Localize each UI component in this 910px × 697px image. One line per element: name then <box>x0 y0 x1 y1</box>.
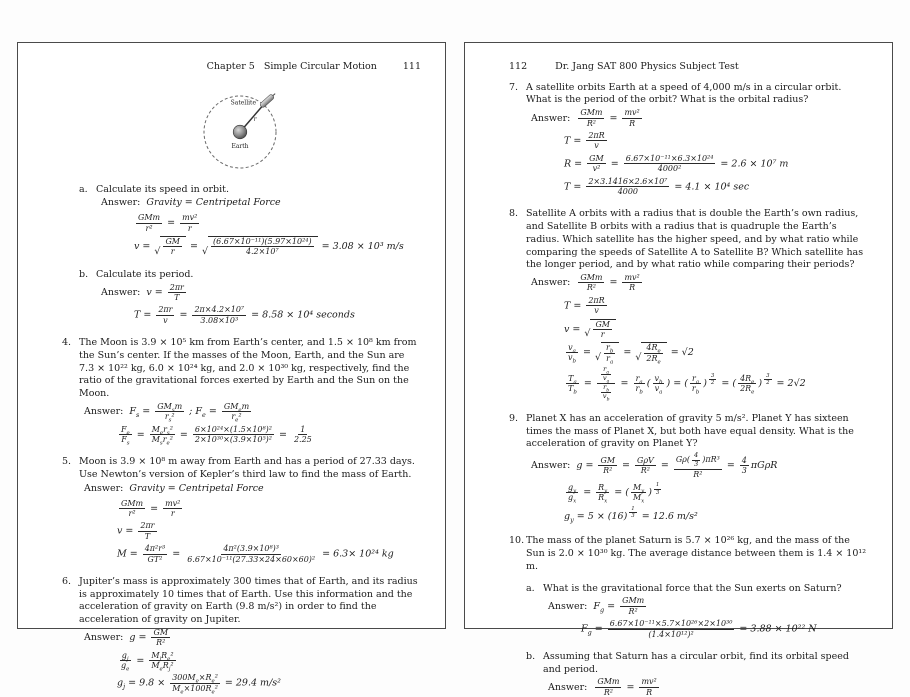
satellite-icon <box>259 91 277 108</box>
answer-label: Answer: <box>84 482 127 494</box>
question-number: 8. <box>509 208 519 220</box>
figure-earth-label: Earth <box>230 142 249 150</box>
answer-line <box>531 273 868 293</box>
equation-line: $g_y = 5 \times (16)$ $^{\frac{1}{3}}$ = 12.6 m/s² <box>564 505 698 524</box>
question-number: 4. <box>62 337 72 349</box>
equation-line: GMm r² = $\frac{\text{mv²}}{r}$ <box>138 213 198 233</box>
answer-equation: $F_s$ = $GM_sm$ $r_s^2$ ; $F_e$ = $GM_em$ $r_e^2$ <box>129 401 250 424</box>
question-text: Moon is 3.9 × 10⁸ m away from Earth and has a period of 27.33 days. Use Newton’s version of Kepler’s third law to find the mass of Earth. <box>79 456 415 481</box>
question-number: 10. <box>509 535 525 547</box>
equation-line: R = $\frac{GM}{\text{v²}}$ = $\frac{\text{6.67×10⁻¹¹×6.3×10²⁴}}{\text{4000²}}$ = 2.6 × 10⁷ m <box>564 153 789 174</box>
equation-line: GMm r² = $\frac{\text{mv²}}{r}$ <box>121 498 181 518</box>
page-111 <box>17 42 446 696</box>
question-body <box>96 269 421 328</box>
answer-label: Answer: <box>84 406 127 418</box>
equation-line: $\frac{g_j}{g_e}$ = $M_jR_e^2$ $M_eR_j^2$ <box>121 650 174 673</box>
answer-equation: g = $\frac{GM}{\text{R²}}$ <box>129 627 168 648</box>
question-body <box>79 337 421 447</box>
question-number: a. <box>526 582 535 594</box>
equation-line: T = $\frac{2\pi R}{v}$ <box>564 130 605 151</box>
answer-label: Answer: <box>84 632 127 644</box>
question-number: 7. <box>509 81 519 93</box>
question-text: What is the gravitational force that the Sun exerts on Saturn? <box>543 582 842 594</box>
question-number: a. <box>79 183 88 195</box>
answer-equation: Gravity = Centripetal Force <box>129 482 264 494</box>
header-page-number: 111 <box>402 61 421 72</box>
answer-equation: g = $\frac{GM}{\text{R²}}$ = GρV R² = Gρ( $\frac{4}{3}$ )πR³ R² = $\frac{4}{3}$ πGρR <box>576 451 778 479</box>
question-1-b <box>526 651 868 697</box>
equation-line: v = √ $\frac{GM}{r}$ <box>564 319 868 340</box>
question-1-10 <box>509 535 868 573</box>
header-chapter-title: Simple Circular Motion <box>263 61 377 72</box>
answer-line <box>531 452 868 479</box>
answer-line <box>548 677 868 697</box>
question-body <box>543 651 868 697</box>
header-chapter: Chapter 5 <box>206 61 255 72</box>
question-text: Jupiter’s mass is approximately 300 times that of Earth, and its radius is approximately 10 times that of Earth. Use this information and the acceleration of gravity on Earth (9.8 m/s²) in order to find the acceleration of gravity on Jupiter. <box>79 575 418 626</box>
equation-line: $g_j = 9.8$ × $\frac{300M_e\times R_e^2}{M_e\times 100R_e^2}$ = 29.4 m/s² <box>117 673 281 696</box>
question-number: 6. <box>62 575 72 587</box>
earth-icon <box>233 125 247 139</box>
question-body <box>526 208 868 403</box>
equation-line: T = $\frac{2\pi r}{v}$ = $\frac{\text{2π×4.2×10⁷}}{\text{3.08×10³}}$ = 8.58 × 10⁴ seconds <box>134 305 355 325</box>
figure-radius-label: r <box>253 115 256 123</box>
question-0-5 <box>62 456 421 567</box>
question-body <box>543 583 868 642</box>
answer-line <box>101 283 421 303</box>
header-book-title: Dr. Jang SAT 800 Physics Subject Test <box>555 61 739 72</box>
answer-line <box>84 483 421 496</box>
answer-label: Answer: <box>101 286 144 298</box>
answer-label: Answer: <box>548 600 591 612</box>
question-body <box>79 456 421 567</box>
question-text: Calculate its period. <box>96 268 194 280</box>
question-text: The mass of the planet Saturn is 5.7 × 10²⁶ kg, and the mass of the Sun is 2.0 × 10³⁰ kg. The average distance between them is 1.4 × 10¹² m. <box>526 535 867 572</box>
question-0-a <box>79 184 421 260</box>
equation-line: $\frac{F_e}{F_s}$ = $M_er_s^2$ $M_sr_e^2$ = $\frac{\text{6×10²⁴×(1.5×10⁸)²}}{\text{2×10³⁰×(3.9×10⁵)²}}$ = $\frac{1}{2.25}$ <box>121 424 312 447</box>
answer-equation: v = $\frac{2\pi r}{T}$ <box>146 282 184 302</box>
answer-label: Answer: <box>548 681 591 693</box>
answer-label: Answer: <box>531 460 574 472</box>
question-number: b. <box>79 268 89 280</box>
question-1-9 <box>509 413 868 527</box>
question-text: Assuming that Saturn has a circular orbit, find its orbital speed and period. <box>543 650 849 675</box>
question-text: Satellite A orbits with a radius that is double the Earth’s own radius, and Satellite B orbits with a radius that is quadruple the Earth’s radius. Which satellite has the higher speed, and by what ratio while comparing the speeds of Satellite A to Satellite B? Which satellite has the longer period, and by what ratio while comparing their periods? <box>526 208 864 271</box>
equation-line: $\frac{T_a}{T_b}$ = $\frac{r_a}{v_a}$ $\frac{r_b}{v_b}$ = $\frac{r_a}{r_b}$ ( $\frac{v_b}{v_a}$ ) = ( $\frac{r_a}{r_b}$ ) $^{\frac{3}{2}}$ = ( $\frac{4R_e}{2R_e}$ ) $^{\frac{3}{2}}$ = 2√2 <box>568 365 806 403</box>
answer-equation: Gravity = Centripetal Force <box>146 197 281 209</box>
question-1-8 <box>509 208 868 403</box>
answer-equation: $F_g$ = GMm R² <box>593 596 645 616</box>
question-text: The Moon is 3.9 × 10⁵ km from Earth’s center, and 1.5 × 10⁸ km from the Sun’s center. If the masses of the Moon, Earth, and the Sun are 7.3 × 10²² kg, 6.0 × 10²⁴ kg, and 2.0 × 10³⁰ kg, respectively, find the ratio of the gravitational forces exerted by Earth and the Sun on the Moon. <box>79 337 417 399</box>
satellite-orbit-figure <box>62 82 421 174</box>
question-body <box>526 535 868 573</box>
question-number: 9. <box>509 412 519 424</box>
equation-line: T = $\frac{2\pi R}{v}$ <box>564 295 605 316</box>
answer-line <box>84 628 421 648</box>
question-body <box>79 576 421 696</box>
answer-line <box>84 402 421 422</box>
answer-line <box>548 596 868 616</box>
equation-line: M = $\frac{\text{4π²r³}}{\text{GT²}}$ = $\frac{\text{4π²(3.9×10⁸)³}}{\text{6.67×10⁻¹¹(27.33×24×60×60)²}}$ = 6.3× 10²⁴ kg <box>117 544 394 564</box>
figure-satellite-label: Satellite <box>230 99 256 107</box>
answer-line <box>101 197 421 210</box>
question-text: Planet X has an acceleration of gravity 5 m/s². Planet Y has sixteen times the mass of Planet X, but both have equal density. What is the acceleration of gravity on Planet Y? <box>526 412 854 450</box>
question-1-7 <box>509 82 868 200</box>
equation-line: $\frac{g_y}{g_x}$ = $\frac{R_y}{R_x}$ = ( $\frac{M_y}{M_x}$ ) $^{\frac{1}{3}}$ <box>568 482 660 505</box>
page-112-questions <box>509 82 868 697</box>
page-111-header <box>62 61 421 74</box>
question-text: Calculate its speed in orbit. <box>96 183 230 195</box>
equation-line: $F_g$ = $\frac{\text{6.67×10⁻¹¹×5.7×10²⁶×2×10³⁰}}{\text{(1.4×10¹²)²}}$ = 3.88 × 10²² N <box>581 619 817 639</box>
question-body <box>96 184 421 260</box>
page-112 <box>464 42 893 697</box>
answer-equation: GMm R² = $\frac{\text{mv²}}{R}$ <box>580 108 640 128</box>
equation-line: T = $\frac{\text{2×3.1416×2.6×10⁷}}{4000}$ = 4.1 × 10⁴ sec <box>564 176 750 196</box>
answer-equation: GMm R² = $\frac{\text{mv²}}{R}$ <box>597 677 657 697</box>
question-0-b <box>79 269 421 328</box>
answer-equation: GMm R² = $\frac{\text{mv²}}{R}$ <box>580 273 640 293</box>
question-0-4 <box>62 337 421 447</box>
answer-label: Answer: <box>531 277 574 289</box>
satellite-orbit-diagram <box>192 82 292 174</box>
header-page-number: 112 <box>509 61 528 72</box>
question-1-a <box>526 583 868 642</box>
question-number: b. <box>526 650 536 662</box>
equation-line: v = $\frac{2\pi r}{T}$ <box>117 521 155 541</box>
equation-line: v = √ $\frac{GM}{r}$ = √ $\frac{\text{(6.67×10⁻¹¹)(5.97×10²⁴)}}{\text{4.2×10⁷}}$ = 3.08 × 10³ m/s <box>134 236 404 257</box>
answer-label: Answer: <box>531 112 574 124</box>
page-111-questions <box>62 184 421 697</box>
question-number: 5. <box>62 456 72 468</box>
page-112-header <box>509 61 868 74</box>
answer-line <box>531 108 868 128</box>
equation-line: $\frac{v_a}{v_b}$ = √ $\frac{r_b}{r_a}$ = √ $\frac{4R_e}{2R_e}$ = √2 <box>568 342 694 366</box>
question-body <box>526 413 868 527</box>
question-body <box>526 82 868 200</box>
question-0-6 <box>62 576 421 696</box>
question-text: A satellite orbits Earth at a speed of 4,000 m/s in a circular orbit. What is the period of the orbit? What is the orbital radius? <box>526 81 842 106</box>
answer-label: Answer: <box>101 197 144 209</box>
